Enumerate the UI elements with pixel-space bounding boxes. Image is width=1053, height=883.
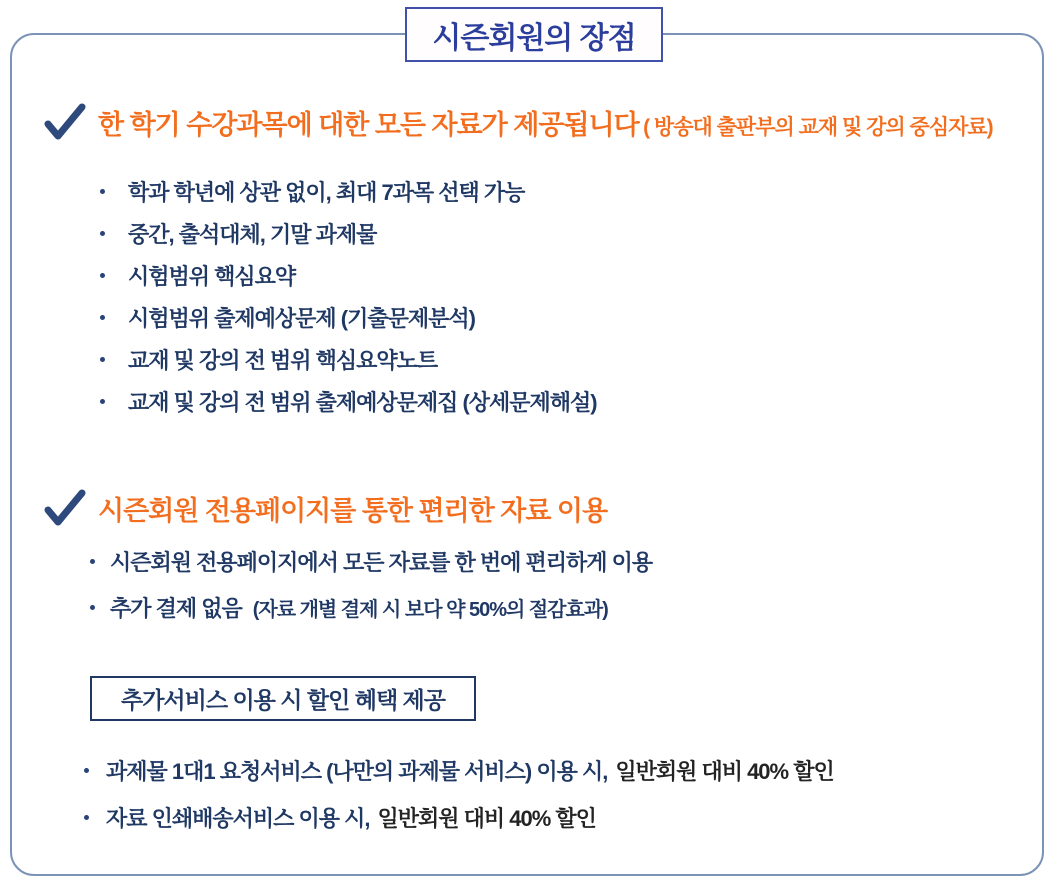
section-2-bullets	[90, 538, 652, 630]
bullet-item	[100, 296, 597, 338]
discount-bullets	[84, 747, 834, 841]
bullet-dot-icon	[100, 315, 105, 320]
bullet-dot-icon	[84, 768, 89, 773]
bullet-text: 시즌회원 전용페이지에서 모든 자료를 한 번에 편리하게 이용	[110, 549, 653, 575]
section-2-heading-row	[44, 487, 607, 529]
bullet-text: 교재 및 강의 전 범위 출제예상문제집 (상세문제해설)	[128, 389, 597, 415]
bullet-text: 자료 인쇄배송서비스 이용 시,	[106, 806, 370, 831]
bullet-item	[84, 794, 834, 841]
bullet-highlight: 일반회원 대비 40% 할인	[615, 759, 834, 784]
bullet-dot-icon	[100, 231, 105, 236]
bullet-subnote: (자료 개별 결제 시 보다 약 50%의 절감효과)	[252, 598, 608, 621]
section-1-heading-row	[44, 101, 993, 143]
bullet-item	[100, 338, 597, 380]
check-icon	[44, 487, 86, 529]
bullet-dot-icon	[90, 605, 95, 610]
section-2-heading-text	[98, 489, 607, 528]
discount-box-label: 추가서비스 이용 시 할인 혜택 제공	[120, 687, 445, 713]
section-heading: 한 학기 수강과목에 대한 모든 자료가 제공됩니다	[98, 109, 639, 140]
bullet-text: 시험범위 핵심요약	[128, 263, 296, 289]
page-title-box	[405, 7, 663, 62]
bullet-text: 시험범위 출제예상문제 (기출문제분석)	[128, 305, 475, 331]
bullet-highlight: 일반회원 대비 40% 할인	[377, 806, 596, 831]
page-title: 시즌회원의 장점	[432, 21, 636, 55]
bullet-dot-icon	[100, 189, 105, 194]
bullet-text: 중간, 출석대체, 기말 과제물	[128, 221, 377, 247]
section-1-bullets	[100, 170, 597, 422]
bullet-text: 교재 및 강의 전 범위 핵심요약노트	[128, 347, 438, 373]
bullet-text: 학과 학년에 상관 없이, 최대 7과목 선택 가능	[128, 179, 525, 205]
bullet-item	[84, 747, 834, 794]
bullet-dot-icon	[100, 357, 105, 362]
bullet-item	[100, 170, 597, 212]
bullet-dot-icon	[84, 815, 89, 820]
section-heading-note: ( 방송대 출판부의 교재 및 강의 중심자료)	[643, 115, 993, 139]
bullet-item	[100, 380, 597, 422]
check-icon	[44, 101, 86, 143]
bullet-dot-icon	[100, 399, 105, 404]
section-heading: 시즌회원 전용페이지를 통한 편리한 자료 이용	[98, 495, 608, 526]
bullet-item	[90, 538, 652, 584]
bullet-dot-icon	[90, 559, 95, 564]
bullet-dot-icon	[100, 273, 105, 278]
bullet-text: 과제물 1대1 요청서비스 (나만의 과제물 서비스) 이용 시,	[106, 759, 608, 784]
bullet-text: 추가 결제 없음	[110, 595, 242, 621]
section-1-heading-text	[98, 103, 993, 142]
bullet-item	[90, 584, 652, 630]
bullet-item	[100, 254, 597, 296]
discount-box	[90, 676, 476, 721]
bullet-item	[100, 212, 597, 254]
